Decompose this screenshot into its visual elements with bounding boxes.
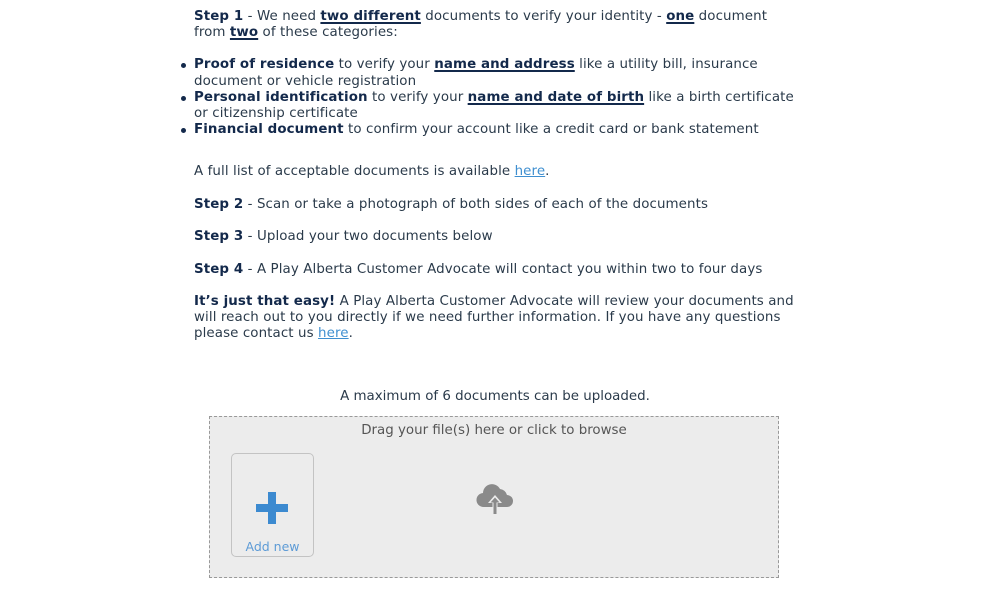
upload-limit-note: A maximum of 6 documents can be uploaded. xyxy=(340,389,650,404)
category-text: to verify your xyxy=(367,89,468,105)
step-4-label: Step 4 xyxy=(194,261,244,277)
easy-note xyxy=(194,294,794,343)
category-text: to verify your xyxy=(334,57,435,73)
step-4-text: - A Play Alberta Customer Advocate will contact you within two to four days xyxy=(243,261,763,277)
step-1-label: Step 1 xyxy=(194,9,244,24)
full-list-text: A full list of acceptable documents is available xyxy=(194,164,515,180)
full-list-note xyxy=(194,164,794,180)
category-text: to confirm your account like a credit card or bank statement xyxy=(343,122,759,138)
emphasis-two-different: two different xyxy=(320,9,421,24)
step-3 xyxy=(194,229,794,245)
step-1-text: - We need xyxy=(243,9,321,24)
category-text-2: like a birth certificate or citizenship certificate xyxy=(194,89,794,122)
add-new-label: Add new xyxy=(245,539,300,554)
step-1-text-2: documents to verify your identity - xyxy=(420,9,667,24)
step-1 xyxy=(194,9,794,41)
easy-text: A Play Alberta Customer Advocate will review your documents and will reach out to you directly if we need further information. If you have any questions please contact us xyxy=(194,293,794,342)
easy-title: It’s just that easy! xyxy=(194,293,336,309)
emphasis-two: two xyxy=(229,25,259,41)
file-dropzone[interactable] xyxy=(209,416,779,578)
category-title: Financial document xyxy=(194,122,344,138)
category-emphasis: name and address xyxy=(434,57,575,73)
step-1-text-3: document from xyxy=(194,9,768,41)
step-2 xyxy=(194,197,794,213)
full-list-end: . xyxy=(545,164,550,180)
full-list-link[interactable]: here xyxy=(514,164,546,180)
category-residence xyxy=(194,57,794,89)
dropzone-instructions: Drag your file(s) here or click to browse xyxy=(361,423,627,438)
emphasis-one: one xyxy=(666,9,695,24)
category-emphasis: name and date of birth xyxy=(467,89,645,105)
step-3-label: Step 3 xyxy=(194,229,244,245)
category-title: Personal identification xyxy=(194,89,368,105)
plus-icon xyxy=(256,492,288,524)
step-1-text-4: of these categories: xyxy=(258,25,398,41)
step-3-text: - Upload your two documents below xyxy=(243,229,493,245)
step-4 xyxy=(194,262,794,278)
category-text-2: like a utility bill, insurance document or vehicle registration xyxy=(194,57,758,89)
step-2-label: Step 2 xyxy=(194,196,244,212)
category-identification xyxy=(194,90,794,122)
step-2-text: - Scan or take a photograph of both sides of each of the documents xyxy=(243,196,709,212)
contact-link[interactable]: here xyxy=(318,326,349,342)
add-new-document-button[interactable] xyxy=(231,453,314,557)
easy-end: . xyxy=(348,326,353,342)
instructions xyxy=(194,9,794,343)
document-categories xyxy=(194,57,794,138)
category-financial xyxy=(194,122,794,138)
cloud-upload-icon xyxy=(476,481,514,517)
category-title: Proof of residence xyxy=(194,57,335,73)
